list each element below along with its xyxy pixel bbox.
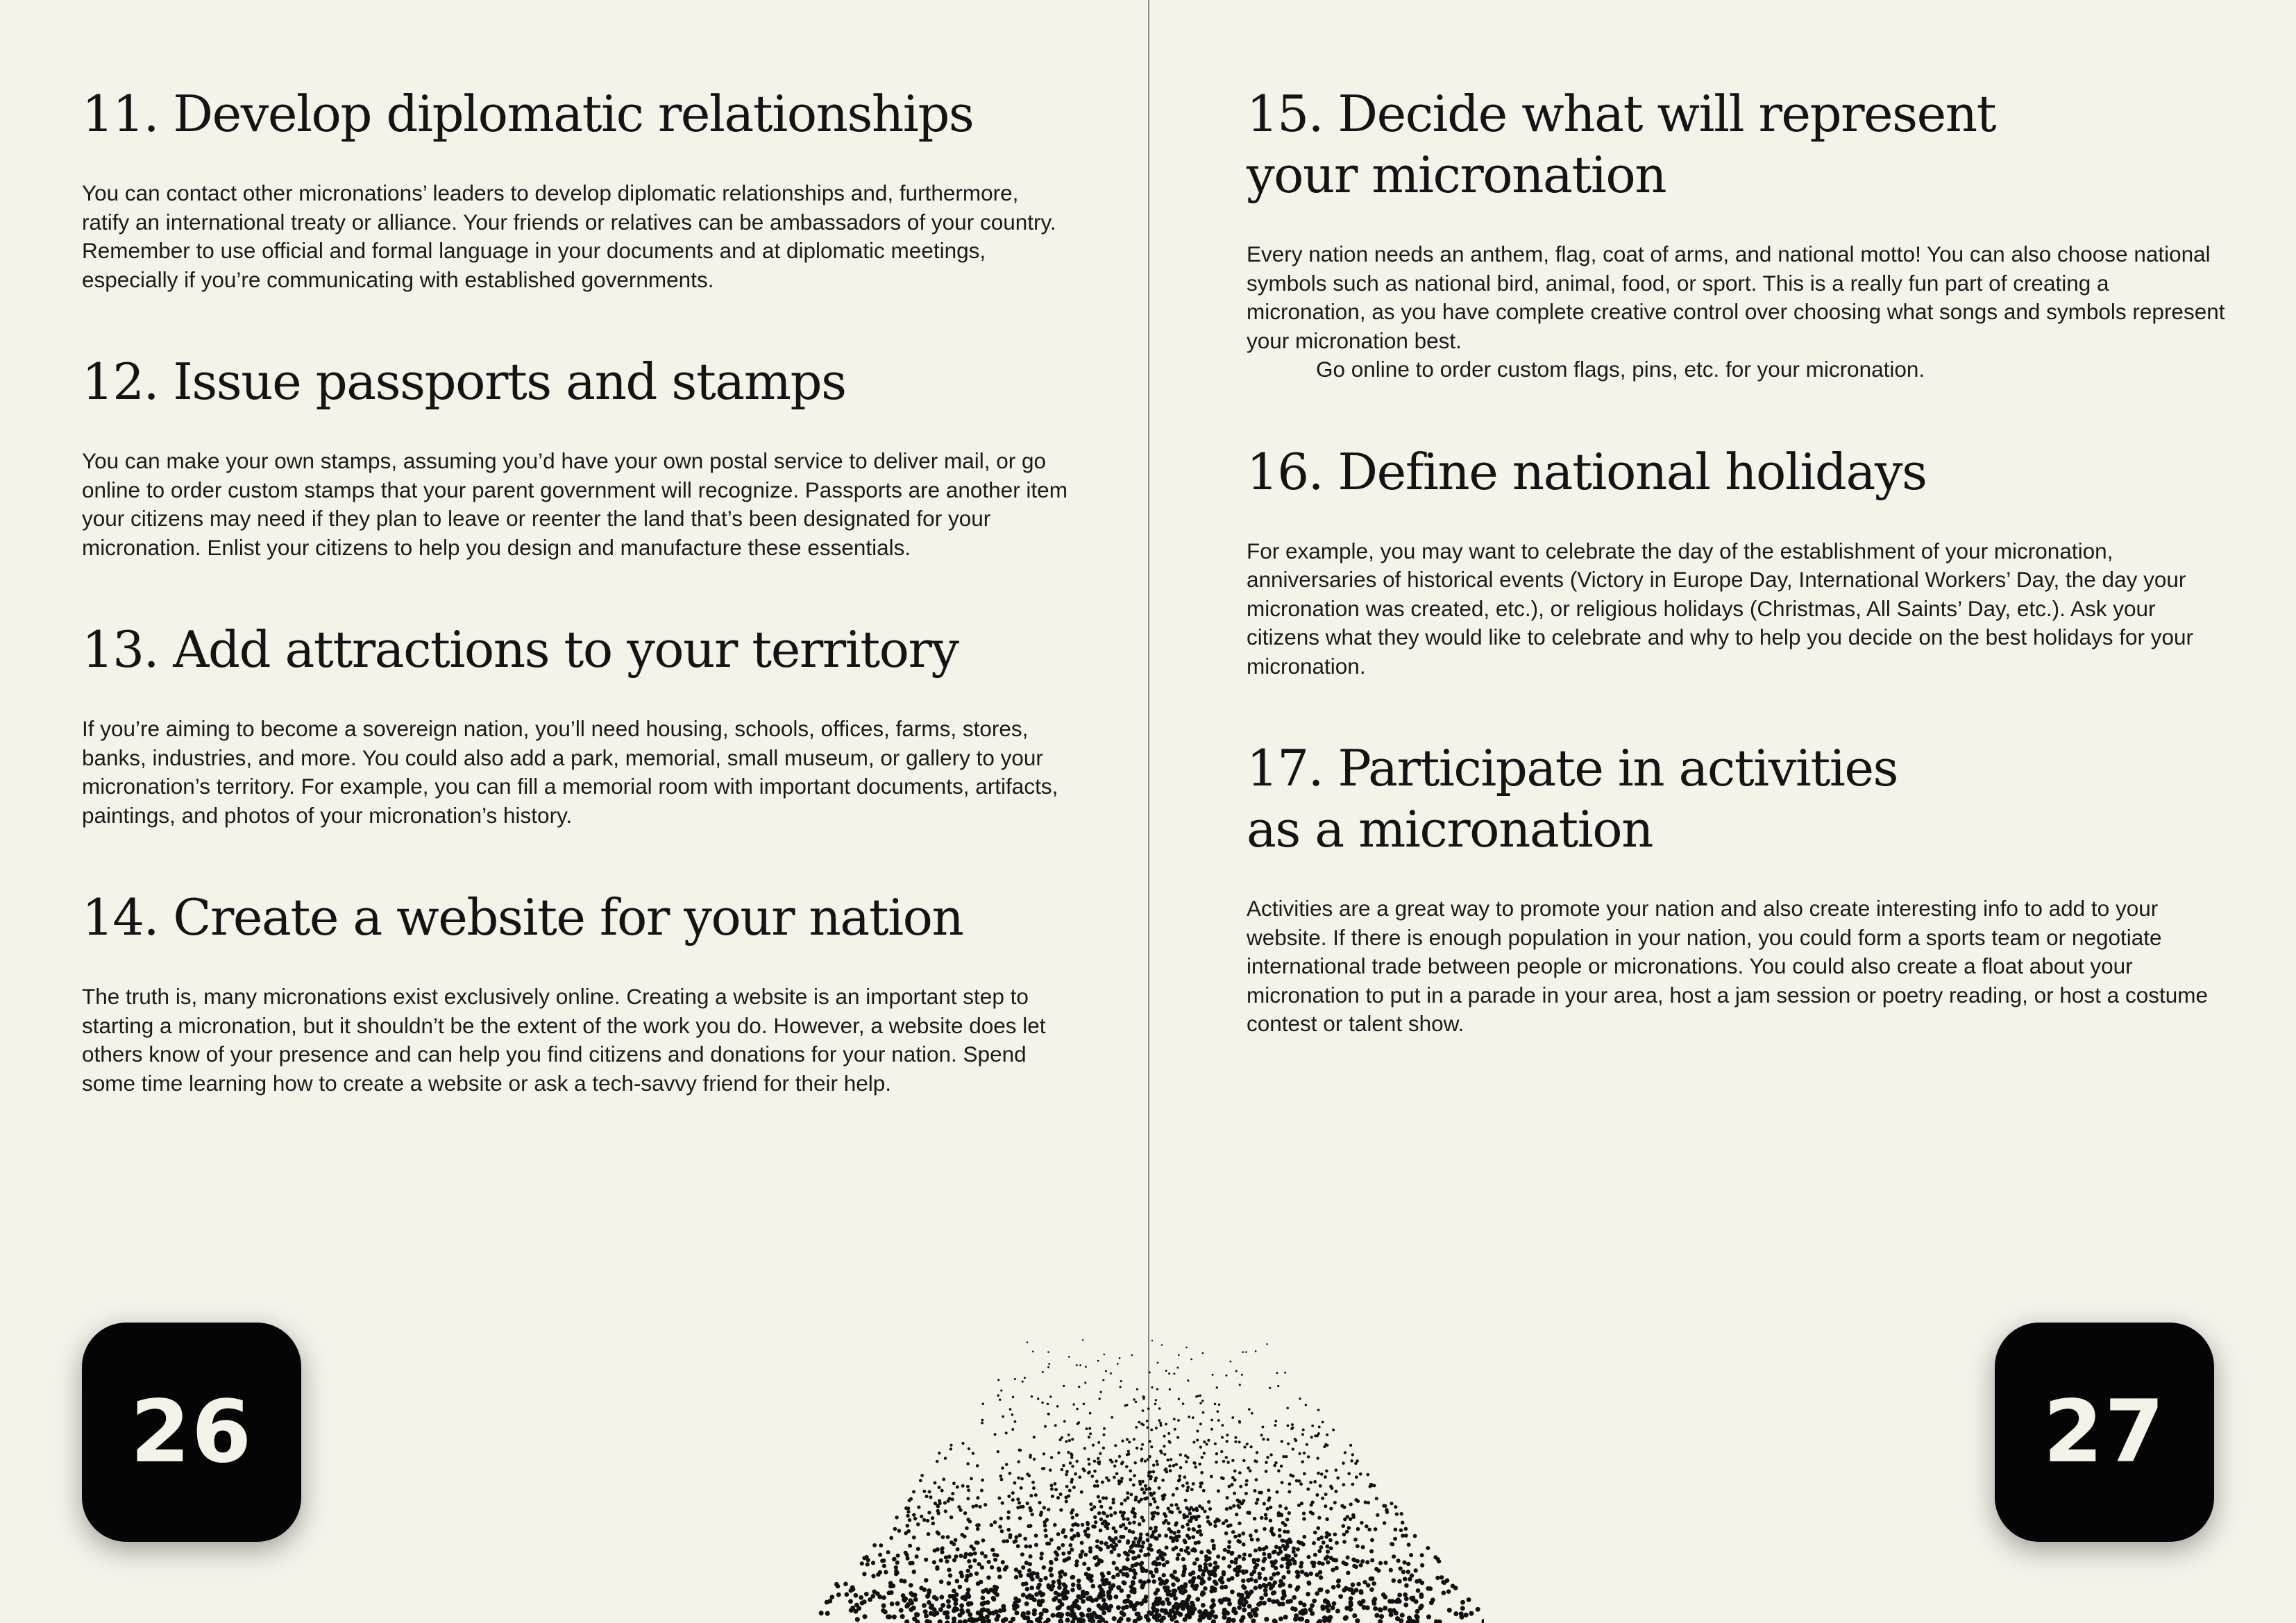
section-body-note: Go online to order custom flags, pins, etc. for your micronation. — [1316, 357, 1925, 382]
section-body: For example, you may want to celebrate the day of the establishment of your micronation, anniversaries of historical events (Victory in Europe Day, International Workers’ Day, the day your micronation was created, etc.), or religious holidays (Christmas, All Saints’ Day, etc.). Ask your citizens what they would like to celebrate and why to help you decide on the best holidays for your micronation. — [1247, 538, 2194, 679]
section-14 — [82, 887, 1067, 1098]
section-16 — [1247, 441, 2232, 681]
section-body: If you’re aiming to become a sovereign nation, you’ll need housing, schools, offices, farms, stores, banks, industries, and more. You could also add a park, memorial, small museum, or gallery to your micronation’s territory. For example, you can fill a memorial room with important documents, artifacts, paintings, and photos of your micronation’s history. — [82, 716, 1058, 828]
section-11 — [82, 83, 1067, 294]
page-number: 27 — [2043, 1382, 2166, 1482]
section-heading: 14. Create a website for your nation — [82, 888, 963, 946]
section-heading: 17. Participate in activities as a micronation — [1247, 739, 1898, 858]
section-body: You can contact other micronations’ leaders to develop diplomatic relationships and, furthermore, ratify an international treaty or alliance. Your friends or relatives can be ambassadors of your country. Remember to use official and formal language in your documents and at diplomatic meetings, especially if you’re communicating with established governments. — [82, 180, 1056, 292]
right-page — [1247, 83, 2232, 1096]
section-heading: 12. Issue passports and stamps — [82, 352, 846, 411]
page-number-badge-left — [82, 1323, 301, 1542]
section-heading: 11. Develop diplomatic relationships — [82, 85, 974, 143]
section-17 — [1247, 738, 2232, 1039]
section-body: Activities are a great way to promote your nation and also create interesting info to add to your website. If there is enough population in your nation, you could form a sports team or negotiate international trade between people or micronations. You could also create a float about your micronation to put in a parade in your area, host a jam session or poetry reading, or host a costume contest or talent show. — [1247, 896, 2209, 1036]
section-body: Every nation needs an anthem, flag, coat of arms, and national motto! You can also choose national symbols such as national bird, animal, food, or sport. This is a really fun part of creating a micronation, as you have complete creative control over choosing what songs and symbols represent your micronation best. — [1247, 241, 2225, 353]
page-number: 26 — [130, 1382, 253, 1482]
halftone-decoration — [812, 1339, 1484, 1623]
page-number-badge-right — [1995, 1323, 2214, 1542]
left-page — [82, 83, 1067, 1155]
section-12 — [82, 351, 1067, 562]
section-13 — [82, 619, 1067, 830]
section-heading: 13. Add attractions to your territory — [82, 620, 959, 679]
section-body: You can make your own stamps, assuming you’d have your own postal service to deliver mail, or go online to order custom stamps that your parent government will recognize. Passports are another item your citizens may need if they plan to leave or reenter the land that’s been designated for your micronation. Enlist your citizens to help you design and manufacture these essentials. — [82, 448, 1067, 560]
section-body: The truth is, many micronations exist exclusively online. Creating a website is an important step to starting a micronation, but it shouldn’t be the extent of the work you do. However, a website does let others know of your presence and can help you find citizens and donations for your nation. Spend some time learning how to create a website or ask a tech-savvy friend for their help. — [82, 984, 1046, 1096]
section-heading: 15. Decide what will represent your micronation — [1247, 85, 1996, 204]
section-15 — [1247, 83, 2232, 384]
section-heading: 16. Define national holidays — [1247, 442, 1927, 501]
